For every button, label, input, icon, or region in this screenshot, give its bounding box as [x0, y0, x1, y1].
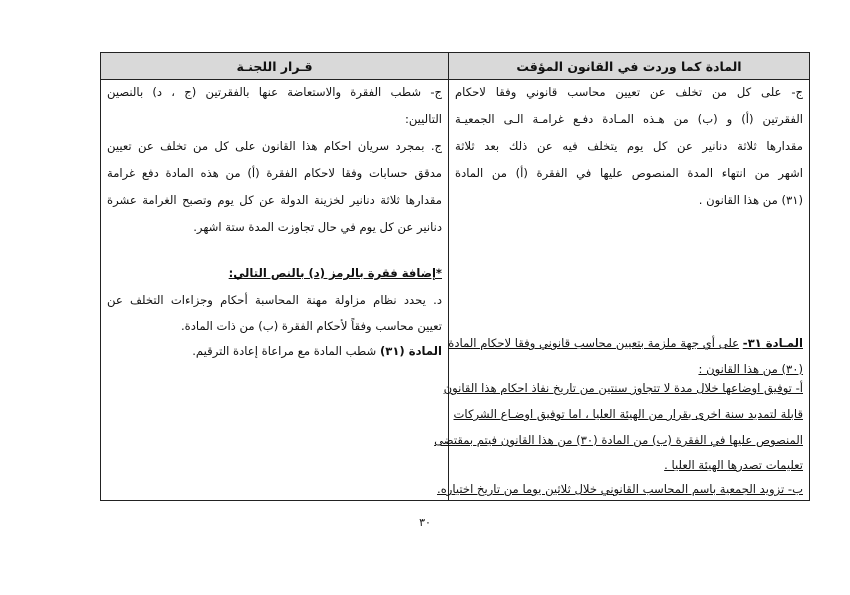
decision-article-31-line — [107, 344, 442, 358]
decision-new-c-line: مقدارها ثلاثة دنانير لخزينة الدولة عن كل يوم وتصبح الغرامة عشرة — [107, 193, 442, 207]
law-article-31-line — [455, 362, 803, 376]
law-para-a-line — [455, 407, 803, 421]
law-para-c-line: (٣١) من هذا القانون . — [698, 193, 803, 207]
decision-article-31-label: المادة (٣١) — [379, 344, 442, 358]
table-row — [101, 80, 810, 501]
law-article-31-text: (٣٠) من هذا القانون : — [698, 362, 803, 376]
table-header-row — [101, 53, 810, 80]
decision-strike-line: التاليين: — [404, 112, 442, 126]
law-article-31-line — [448, 336, 803, 350]
law-article-31-text: على أي جهة ملزمة بتعيين محاسب قانوني وفقا لاحكام المادة — [448, 336, 740, 350]
header-law-article: المادة كما وردت في القانون المؤقت — [449, 53, 810, 80]
law-para-a-line — [443, 381, 803, 395]
decision-new-c-line: ج. بمجرد سريان احكام هذا القانون على كل من تخلف عن تعيين — [107, 139, 442, 153]
committee-decision-cell — [101, 80, 449, 501]
law-article-31-label: المـادة ٣١- — [742, 336, 803, 350]
decision-article-31-text: شطب المادة مع مراعاة إعادة الترقيم. — [192, 344, 377, 358]
decision-strike-line: ج- شطب الفقرة والاستعاضة عنها بالفقرتين (ج ، د) بالنصين — [107, 85, 442, 99]
decision-add-heading: *إضافة فقرة بالرمز (د) بالنص التالي: — [228, 266, 442, 280]
law-para-c-line: اشهر من انتهاء المدة المنصوص عليها في الفقرة (أ) من المادة — [455, 166, 803, 180]
law-para-b-text: ب- تزويد الجمعية باسم المحاسب القانوني خلال ثلاثين يوما من تاريخ اختياره. — [437, 482, 803, 496]
decision-new-c-line: مدقق حسابات وفقا لاحكام الفقرة (أ) من هذه المادة دفع غرامة — [107, 166, 442, 180]
law-para-a-text: تعليمات تصدرها الهيئة العليا . — [664, 458, 803, 472]
law-para-c-line: مقدارها ثلاثة دنانير عن كل يوم يتخلف فيه عن ذلك بعد ثلاثة — [455, 139, 803, 153]
page-number: ٣٠ — [419, 516, 431, 529]
law-para-c-line: ج- على كل من تخلف عن تعيين محاسب قانوني وفقا لاحكام — [455, 85, 803, 99]
decision-new-c-line: دنانير عن كل يوم في حال تجاوزت المدة ستة اشهر. — [193, 220, 442, 234]
decision-new-d-line: تعيين محاسب وفقاً لأحكام الفقرة (ب) من ذات المادة. — [180, 319, 442, 333]
comparison-table — [100, 52, 810, 501]
decision-new-d-line: د. يحدد نظام مزاولة مهنة المحاسبة أحكام وجزاءات التخلف عن — [107, 293, 442, 307]
law-para-b-line — [437, 482, 803, 496]
law-article-cell — [434, 80, 810, 501]
law-para-a-text: قابلة لتمديد سنة اخرى بقرار من الهيئة العليا ، اما توفيق اوضـاع الشركات — [453, 407, 803, 421]
law-para-a-text: المنصوص عليها في الفقرة (ب) من المادة (٣٠) من هذا القانون فيتم بمقتضى — [434, 433, 803, 447]
law-para-c-line: الفقرتين (أ) و (ب) من هـذه المـادة دفـع غرامـة الـى الجمعيـة — [455, 112, 803, 126]
law-para-a-line — [455, 458, 803, 472]
law-para-a-text: أ- توفيق اوضاعها خلال مدة لا تتجاوز سنتين من تاريخ نفاذ احكام هذا القانون — [443, 381, 803, 395]
header-committee-decision: قـرار اللجنـة — [101, 53, 449, 80]
law-para-a-line — [434, 433, 803, 447]
